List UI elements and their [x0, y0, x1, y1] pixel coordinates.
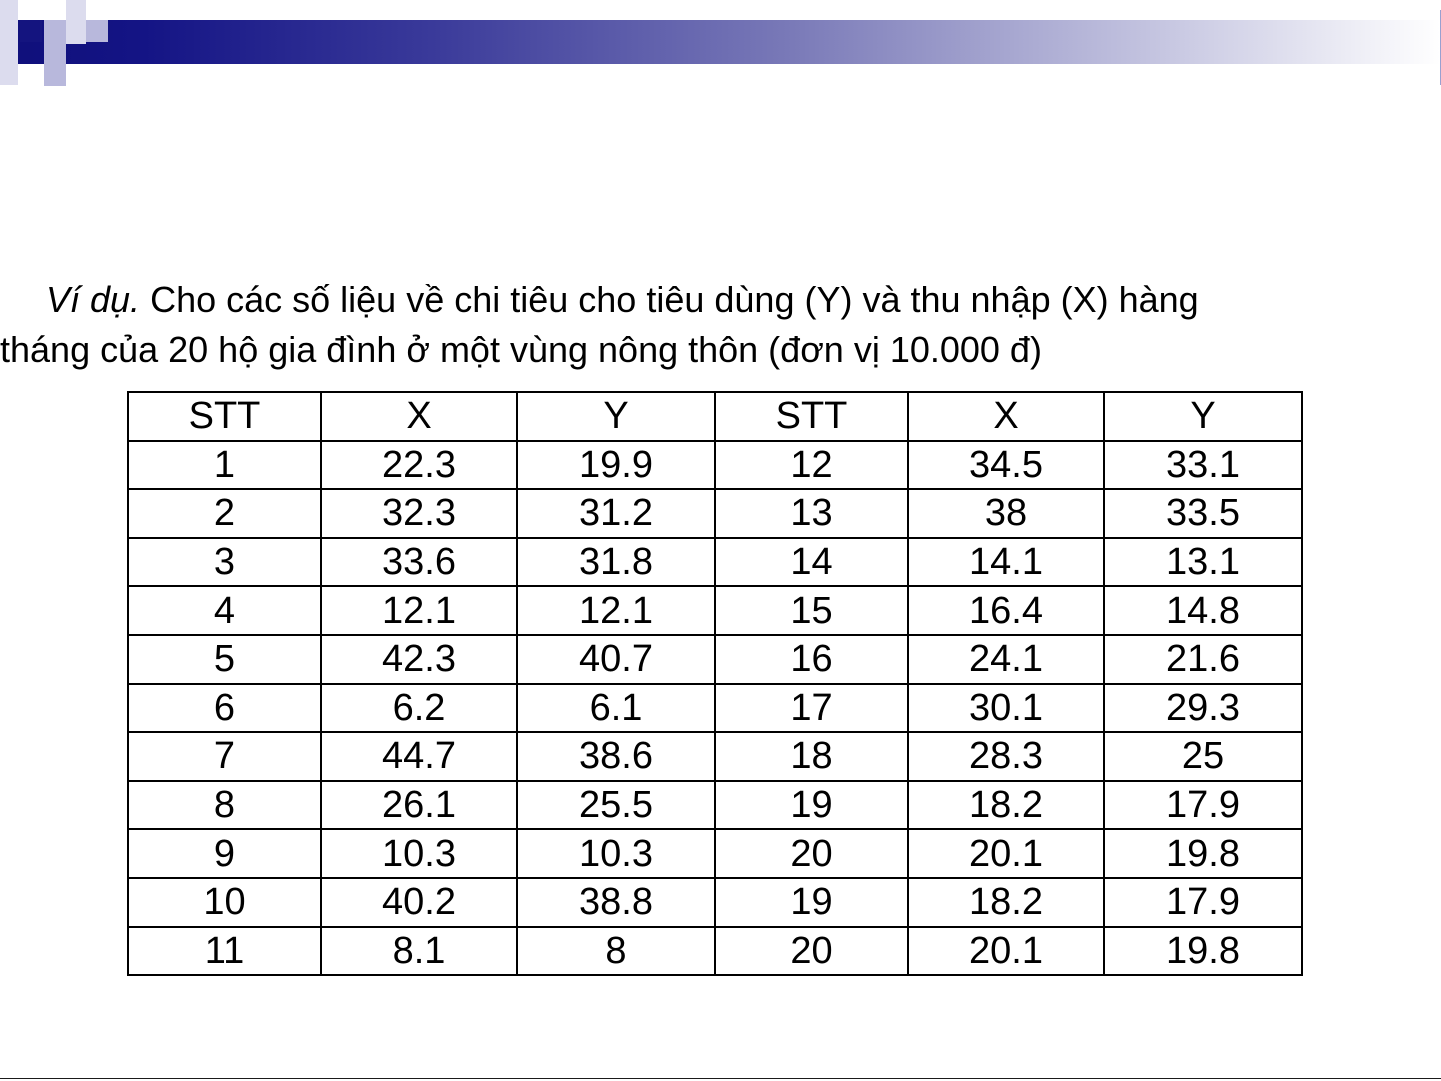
table-cell: 34.5 [908, 441, 1104, 490]
header-stt: STT [715, 392, 908, 441]
table-cell: 40.2 [321, 878, 517, 927]
table-cell: 2 [128, 489, 321, 538]
table-cell: 42.3 [321, 635, 517, 684]
header-y: Y [517, 392, 715, 441]
table-row [128, 489, 1302, 538]
table-cell: 38.8 [517, 878, 715, 927]
table-cell: 28.3 [908, 732, 1104, 781]
data-table [127, 391, 1303, 976]
table-cell: 1 [128, 441, 321, 490]
table-row [128, 441, 1302, 490]
table-cell: 12 [715, 441, 908, 490]
table-cell: 6.1 [517, 684, 715, 733]
table-cell: 8 [128, 781, 321, 830]
header-x: X [321, 392, 517, 441]
table-row [128, 732, 1302, 781]
table-cell: 19.9 [517, 441, 715, 490]
table-cell: 18.2 [908, 878, 1104, 927]
table-cell: 38.6 [517, 732, 715, 781]
table-cell: 32.3 [321, 489, 517, 538]
table-cell: 18 [715, 732, 908, 781]
bottom-rule [0, 1078, 1441, 1079]
table-cell: 22.3 [321, 441, 517, 490]
header-x: X [908, 392, 1104, 441]
example-label: Ví dụ. [46, 279, 141, 320]
table-header-row [128, 392, 1302, 441]
table-cell: 24.1 [908, 635, 1104, 684]
table-cell: 20.1 [908, 829, 1104, 878]
table-cell: 13.1 [1104, 538, 1302, 587]
table-cell: 33.1 [1104, 441, 1302, 490]
table-cell: 7 [128, 732, 321, 781]
intro-line-2: tháng của 20 hộ gia đình ở một vùng nông thôn (đơn vị 10.000 đ) [0, 329, 1042, 370]
table-cell: 20 [715, 927, 908, 976]
table-cell: 5 [128, 635, 321, 684]
table-cell: 17.9 [1104, 781, 1302, 830]
table-cell: 10.3 [517, 829, 715, 878]
table-cell: 17.9 [1104, 878, 1302, 927]
table-cell: 14 [715, 538, 908, 587]
table-cell: 19.8 [1104, 829, 1302, 878]
table-cell: 18.2 [908, 781, 1104, 830]
table-cell: 4 [128, 586, 321, 635]
slide-logo-squares [0, 0, 110, 90]
table-cell: 20.1 [908, 927, 1104, 976]
table-cell: 19 [715, 781, 908, 830]
intro-line-1-text: Cho các số liệu về chi tiêu cho tiêu dùng (Y) và thu nhập (X) hàng [140, 279, 1199, 320]
table-row [128, 927, 1302, 976]
table-row [128, 635, 1302, 684]
table-cell: 3 [128, 538, 321, 587]
table-cell: 29.3 [1104, 684, 1302, 733]
table-cell: 31.2 [517, 489, 715, 538]
table-cell: 13 [715, 489, 908, 538]
table-cell: 25.5 [517, 781, 715, 830]
table-row [128, 538, 1302, 587]
table-cell: 8.1 [321, 927, 517, 976]
table-cell: 19 [715, 878, 908, 927]
table-cell: 11 [128, 927, 321, 976]
table-cell: 10.3 [321, 829, 517, 878]
table-row [128, 684, 1302, 733]
table-cell: 10 [128, 878, 321, 927]
table-cell: 33.5 [1104, 489, 1302, 538]
table-cell: 12.1 [321, 586, 517, 635]
table-row [128, 829, 1302, 878]
table-cell: 15 [715, 586, 908, 635]
table-cell: 21.6 [1104, 635, 1302, 684]
header-y: Y [1104, 392, 1302, 441]
table-cell: 9 [128, 829, 321, 878]
table-cell: 20 [715, 829, 908, 878]
table-cell: 31.8 [517, 538, 715, 587]
header-stt: STT [128, 392, 321, 441]
table-cell: 12.1 [517, 586, 715, 635]
intro-line-1 [0, 275, 1441, 325]
table-cell: 26.1 [321, 781, 517, 830]
table-cell: 6.2 [321, 684, 517, 733]
table-cell: 40.7 [517, 635, 715, 684]
slide-header-bar [0, 20, 1441, 64]
table-row [128, 878, 1302, 927]
table-cell: 14.1 [908, 538, 1104, 587]
table-cell: 38 [908, 489, 1104, 538]
table-cell: 17 [715, 684, 908, 733]
table-cell: 30.1 [908, 684, 1104, 733]
table-row [128, 586, 1302, 635]
table-cell: 44.7 [321, 732, 517, 781]
intro-text [0, 275, 1441, 375]
table-row [128, 781, 1302, 830]
table-cell: 14.8 [1104, 586, 1302, 635]
table-cell: 16 [715, 635, 908, 684]
table-cell: 19.8 [1104, 927, 1302, 976]
table-cell: 16.4 [908, 586, 1104, 635]
table-cell: 8 [517, 927, 715, 976]
table-cell: 25 [1104, 732, 1302, 781]
table-cell: 33.6 [321, 538, 517, 587]
table-cell: 6 [128, 684, 321, 733]
